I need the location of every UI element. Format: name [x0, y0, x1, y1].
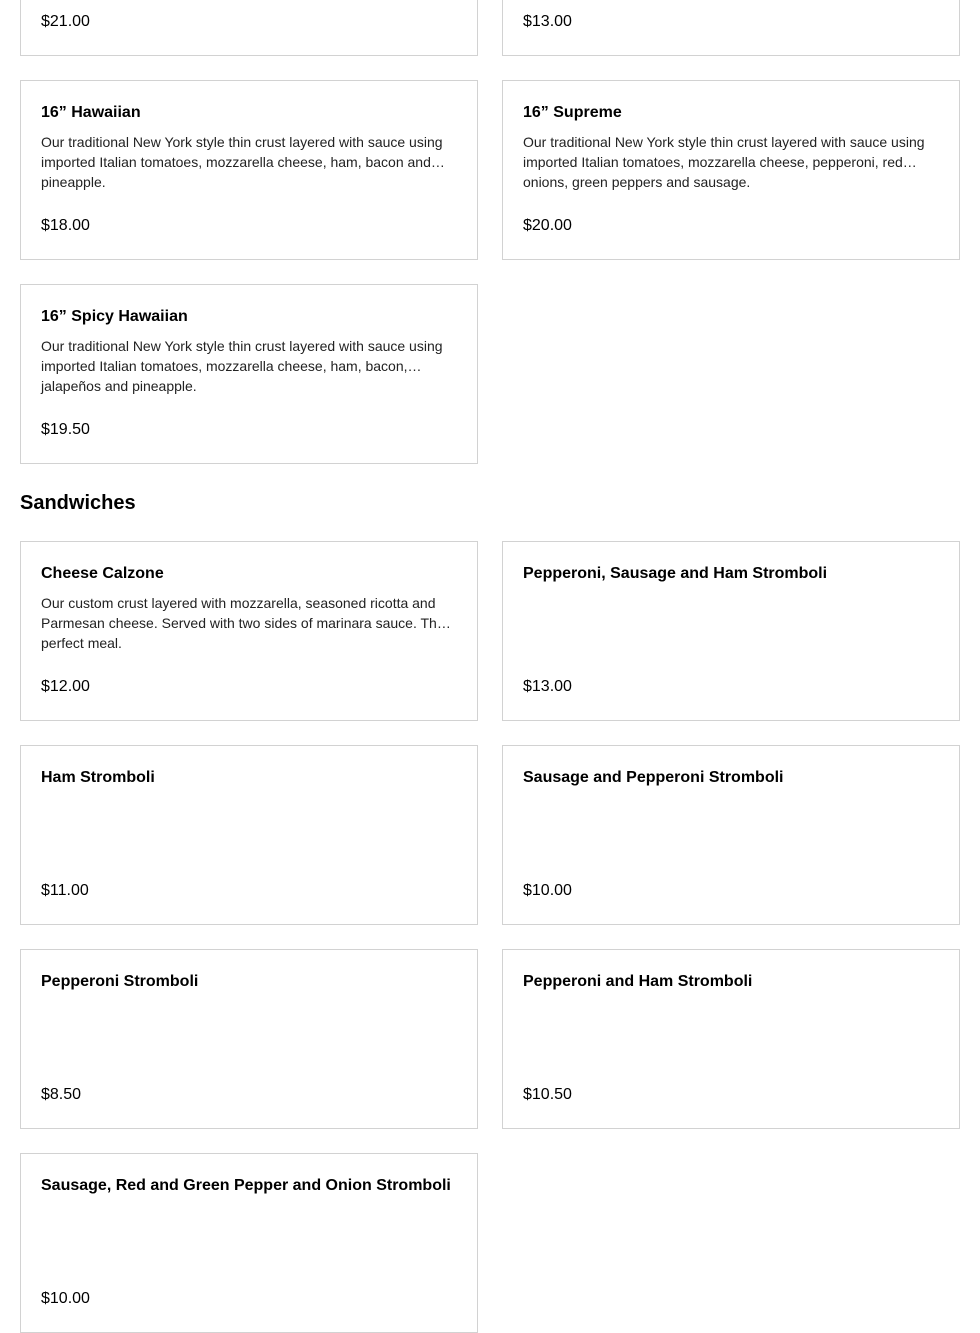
menu-item-name: Pepperoni and Ham Stromboli	[523, 973, 753, 990]
menu-item-name: Pepperoni, Sausage and Ham Stromboli	[523, 565, 828, 582]
menu-item-price: $10.00	[41, 1290, 90, 1307]
sandwiches-menu-grid	[20, 541, 960, 1333]
menu-item-card[interactable]	[20, 541, 478, 721]
menu-item-card[interactable]	[20, 1153, 478, 1333]
menu-item-card[interactable]	[20, 949, 478, 1129]
menu-item-description: Our traditional New York style thin crust layered with sauce using imported Italian tomatoes, mozzarella cheese, ham, bacon, jalapeños and pineapple.	[41, 338, 443, 394]
menu-item-price: $11.00	[41, 882, 89, 899]
menu-item-card[interactable]	[502, 0, 960, 56]
menu-item-card[interactable]	[20, 745, 478, 925]
menu-item-description: Our traditional New York style thin crust layered with sauce using imported Italian tomatoes, mozzarella cheese, pepperoni, red onions, green peppers and sausage.	[523, 134, 925, 190]
menu-item-price: $10.00	[523, 882, 572, 899]
menu-item-name: Sausage and Pepperoni Stromboli	[523, 769, 784, 786]
menu-item-card[interactable]	[20, 0, 478, 56]
menu-item-name: 16” Hawaiian	[41, 104, 141, 121]
menu-item-price: $20.00	[523, 217, 572, 234]
menu-item-card[interactable]	[502, 541, 960, 721]
menu-item-price: $8.50	[41, 1086, 82, 1103]
menu-item-name: Pepperoni Stromboli	[41, 973, 199, 990]
menu-item-name: 16” Supreme	[523, 104, 622, 121]
menu-item-description: Our traditional New York style thin crust layered with sauce using imported Italian tomatoes, mozzarella cheese, ham, bacon and pineapple.	[41, 134, 443, 190]
menu-item-price: $13.00	[523, 13, 572, 30]
section-title-sandwiches: Sandwiches	[20, 492, 136, 514]
menu-item-name: Cheese Calzone	[41, 565, 164, 582]
menu-item-card[interactable]	[502, 745, 960, 925]
menu-item-price: $21.00	[41, 13, 90, 30]
menu-item-price: $13.00	[523, 678, 572, 695]
menu-item-card[interactable]	[502, 949, 960, 1129]
menu-item-card[interactable]	[20, 284, 478, 464]
menu-item-card[interactable]	[20, 80, 478, 260]
menu-item-name: Sausage, Red and Green Pepper and Onion Stromboli	[41, 1177, 451, 1194]
menu-item-name: Ham Stromboli	[41, 769, 155, 786]
menu-item-price: $19.50	[41, 421, 90, 438]
menu-item-price: $18.00	[41, 217, 90, 234]
pizza-menu-grid	[20, 0, 960, 464]
menu-item-description: Our custom crust layered with mozzarella, seasoned ricotta and Parmesan cheese. Served with two sides of marinara sauce. The perfect meal.	[41, 595, 445, 651]
menu-item-card[interactable]	[502, 80, 960, 260]
menu-item-price: $10.50	[523, 1086, 572, 1103]
menu-item-price: $12.00	[41, 678, 90, 695]
menu-item-name: 16” Spicy Hawaiian	[41, 308, 188, 325]
